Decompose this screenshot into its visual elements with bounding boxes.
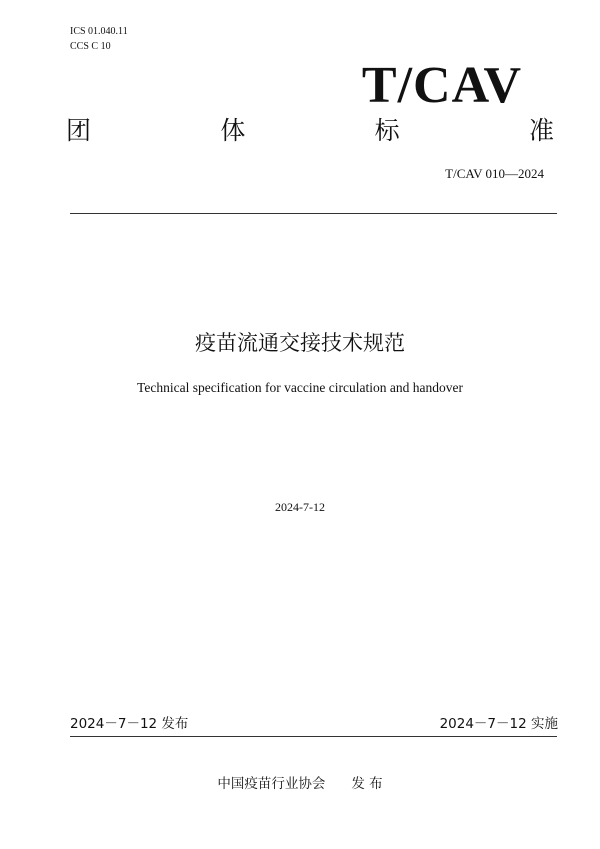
issue-date: 2024－7－12 发布 [70, 716, 189, 732]
document-title-chinese: 疫苗流通交接技术规范 [195, 331, 405, 355]
ics-code: ICS 01.040.11 [70, 26, 128, 37]
draft-date: 2024-7-12 [275, 500, 325, 514]
issuer-organization: 中国疫苗行业协会 [217, 776, 326, 792]
issuer-action: 发 布 [351, 776, 383, 792]
standard-type-char: 团 [66, 116, 92, 145]
header-divider [70, 213, 557, 214]
standard-type-char: 体 [220, 116, 246, 145]
issuer-line [0, 776, 600, 793]
footer-divider [70, 736, 557, 737]
standard-number: T/CAV 010—2024 [445, 166, 544, 181]
standard-type-heading [66, 116, 554, 146]
standard-type-char: 标 [374, 116, 400, 145]
ccs-code: CCS C 10 [70, 41, 111, 52]
standard-brand-logo: T/CAV [361, 57, 522, 114]
document-title-english: Technical specification for vaccine circulation and handover [137, 380, 463, 395]
standard-type-char: 准 [528, 116, 554, 145]
implementation-date: 2024－7－12 实施 [439, 716, 558, 732]
